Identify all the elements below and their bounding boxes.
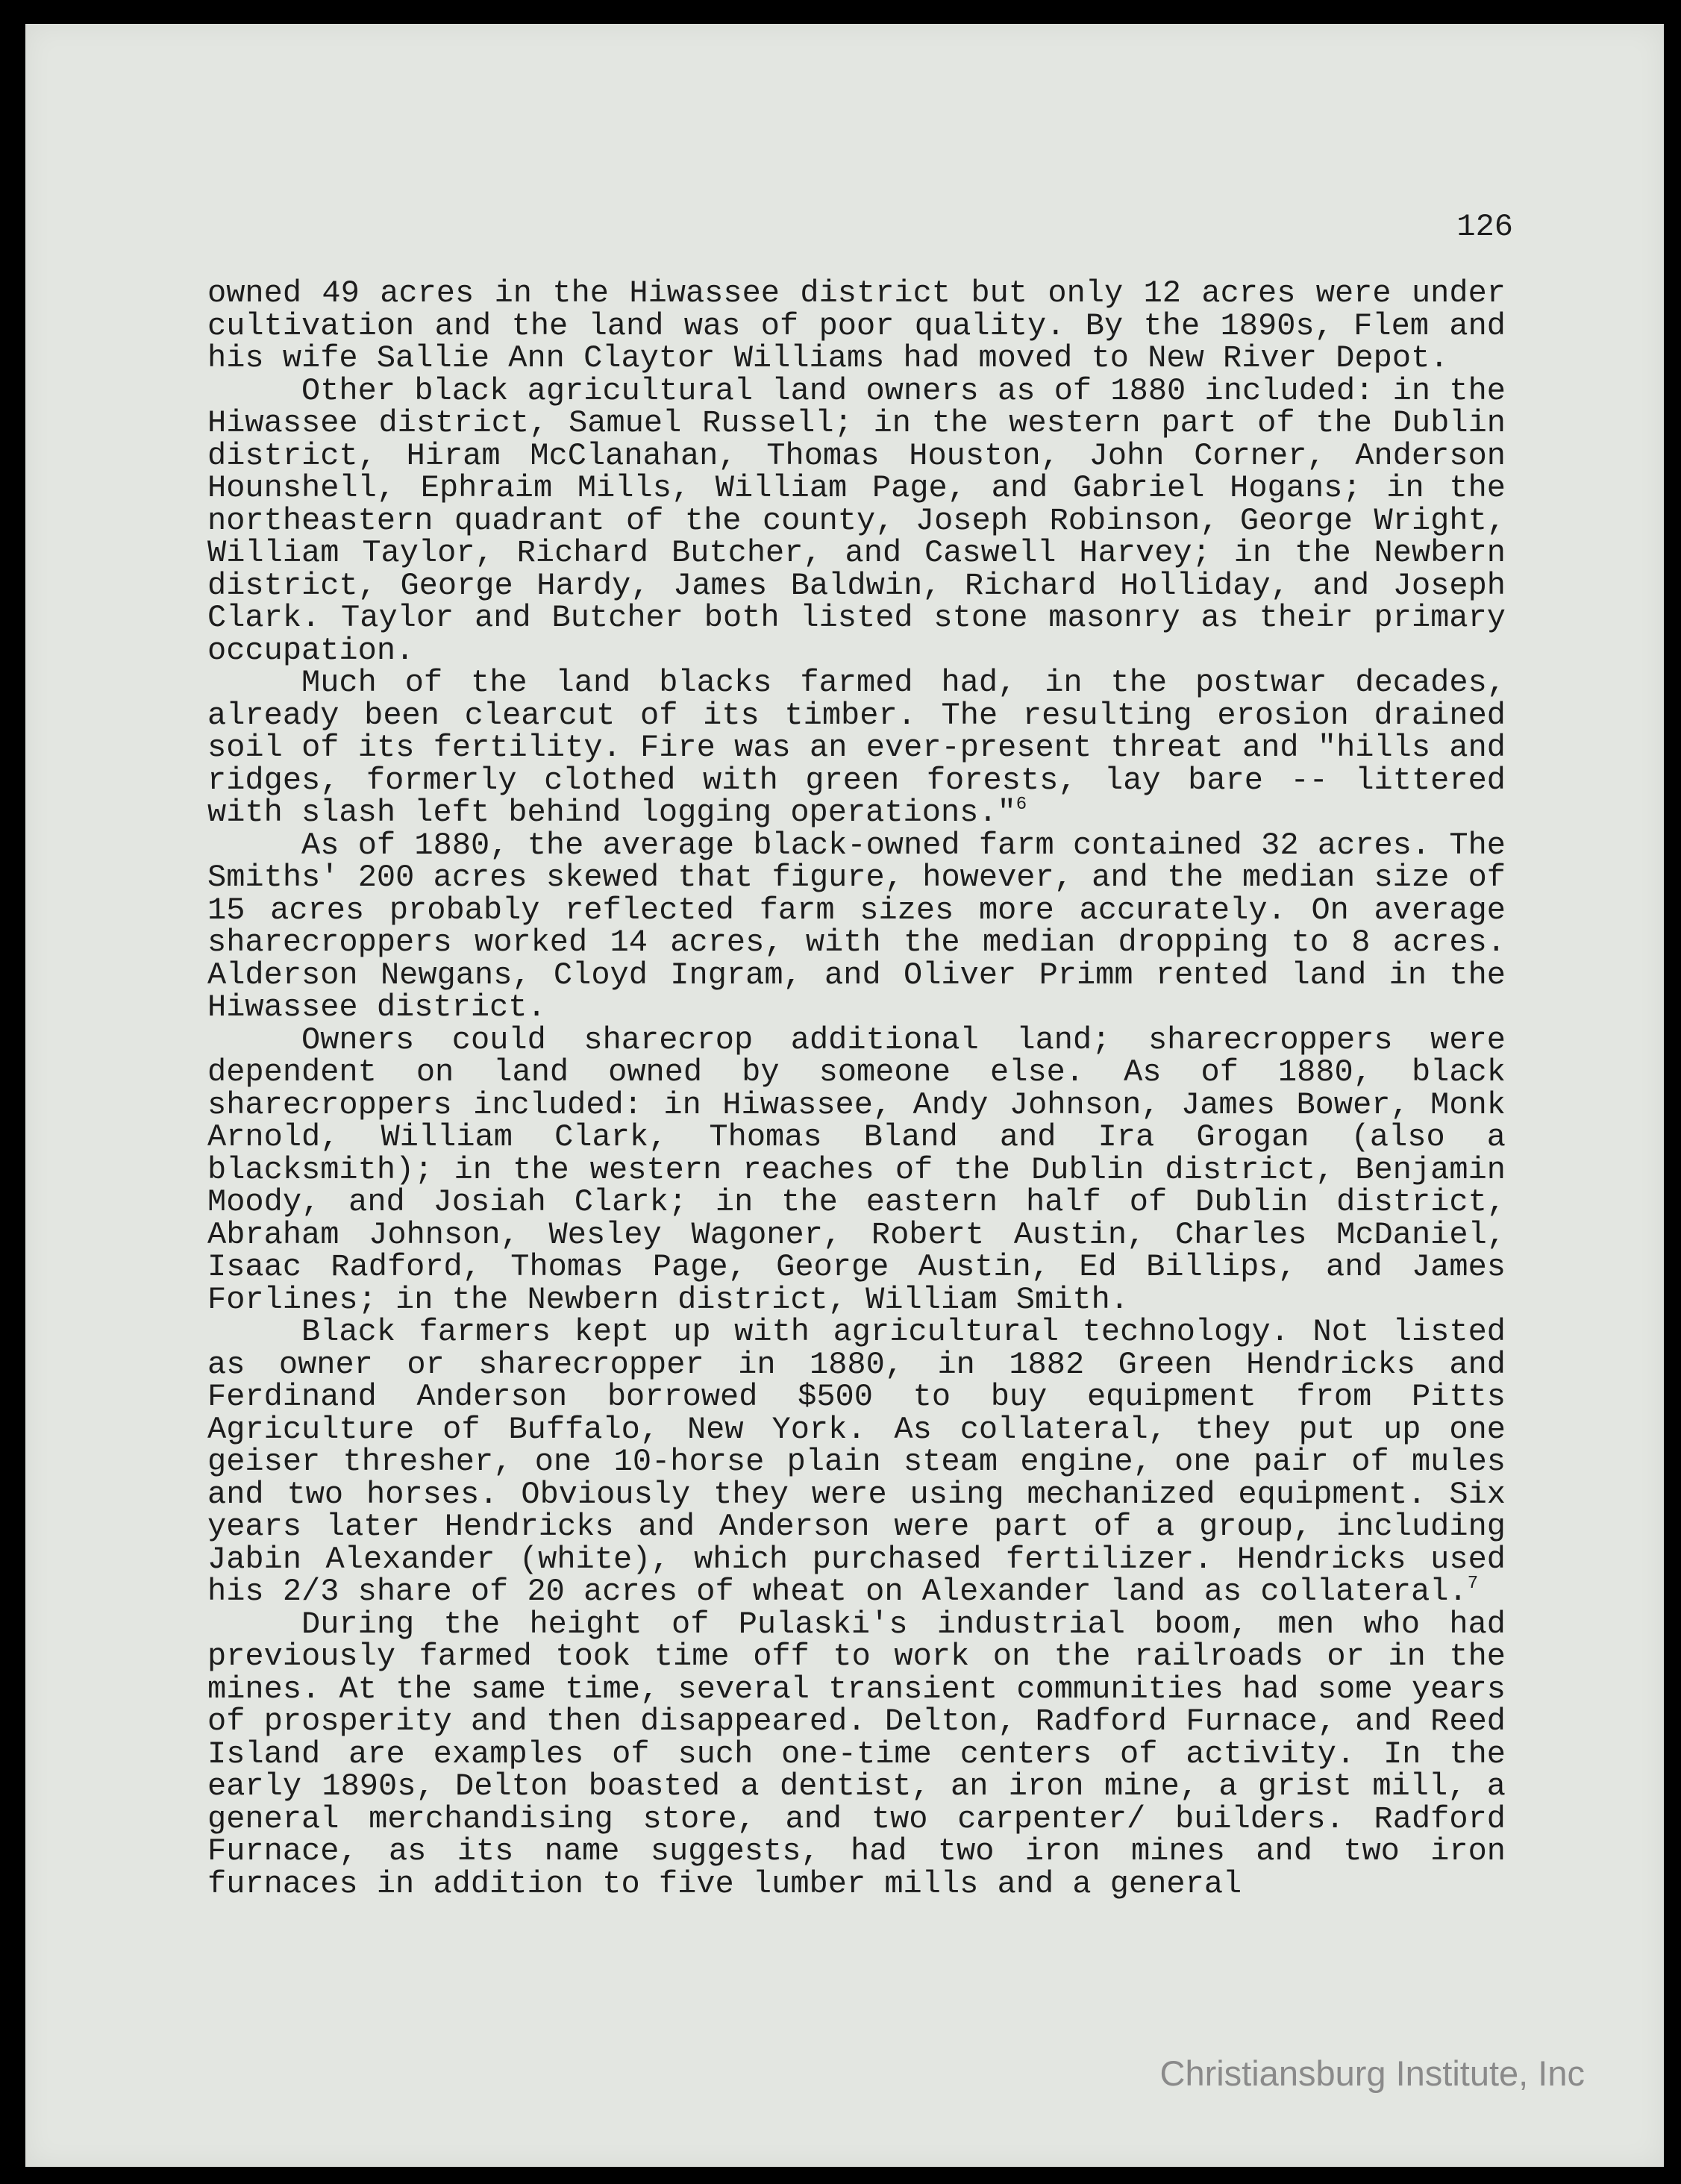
paragraph-text: Black farmers kept up with agricultural technology. Not listed as owner or sharecropper in 1880, in 1882 Green Hendricks and Ferdinand Anderson borrowed $500 to buy equipment from Pitts Agriculture of Buffalo, New York. As collateral, they put up one geiser thresher, one 10-horse plain steam engine, one pair of mules and two horses. Obviously they were using mechanized equipment. Six years later Hendricks and Anderson were part of a group, including Jabin Alexander (white), which purchased fertilizer. Hendricks used his 2/3 share of 20 acres of wheat on Alexander land as collateral. [207,1314,1506,1609]
paragraph-3 [207,667,1506,830]
paragraph-text: Other black agricultural land owners as of 1880 included: in the Hiwassee district, Samuel Russell; in the western part of the Dublin district, Hiram McClanahan, Thomas Houston, John Corner, Anderson Hounshell, Ephraim Mills, William Page, and Gabriel Hogans; in the northeastern quadrant of the county, Joseph Robinson, George Wright, William Taylor, Richard Butcher, and Caswell Harvey; in the Newbern district, George Hardy, James Baldwin, Richard Holliday, and Joseph Clark. Taylor and Butcher both listed stone masonry as their primary occupation. [207,372,1506,669]
footnote-marker: 6 [1015,795,1027,815]
document-page [25,24,1664,2167]
page-number: 126 [1456,209,1513,245]
paragraph-7 [207,1606,1506,1902]
paragraph-text: Much of the land blacks farmed had, in the postwar decades, already been clearcut of its timber. The resulting erosion drained soil of its fertility. Fire was an ever-present threat and "hills and ridges, formerly clothed with green forests, lay bare -- littered with slash left behind logging operations." [207,665,1506,830]
paragraph-text: As of 1880, the average black-owned farm contained 32 acres. The Smiths' 200 acres skewed that figure, however, and the median size of 15 acres probably reflected farm sizes more accurately. On average sharecroppers worked 14 acres, with the median dropping to 8 acres. Alderson Newgans, Cloyd Ingram, and Oliver Primm rented land in the Hiwassee district. [207,827,1506,1025]
paragraph-2 [207,372,1506,669]
paragraph-5 [207,1021,1506,1318]
paragraph-6 [207,1316,1506,1609]
paragraph-1 [207,275,1506,376]
paragraph-text: owned 49 acres in the Hiwassee district but only 12 acres were under cultivation and the land was of poor quality. By the 1890s, Flem and his wife Sallie Ann Claytor Williams had moved to New River Depot. [207,275,1506,376]
paragraph-text: Owners could sharecrop additional land; sharecroppers were dependent on land owned by someone else. As of 1880, black sharecroppers included: in Hiwassee, Andy Johnson, James Bower, Monk Arnold, William Clark, Thomas Bland and Ira Grogan (also a blacksmith); in the western reaches of the Dublin district, Benjamin Moody, and Josiah Clark; in the eastern half of Dublin district, Abraham Johnson, Wesley Wagoner, Robert Austin, Charles McDaniel, Isaac Radford, Thomas Page, George Austin, Ed Billips, and James Forlines; in the Newbern district, William Smith. [207,1021,1506,1318]
footnote-marker: 7 [1467,1574,1479,1594]
paragraph-text: During the height of Pulaski's industrial boom, men who had previously farmed took time off to work on the railroads or in the mines. At the same time, several transient communities had some years of prosperity and then disappeared. Delton, Radford Furnace, and Reed Island are examples of such one-time centers of activity. In the early 1890s, Delton boasted a dentist, an iron mine, a grist mill, a general merchandising store, and two carpenter/ builders. Radford Furnace, as its name suggests, had two iron mines and two iron furnaces in addition to five lumber mills and a general [207,1606,1506,1902]
body-text [207,275,1506,1902]
watermark-text: Christiansburg Institute, Inc [1159,2053,1585,2093]
paragraph-4 [207,827,1506,1025]
